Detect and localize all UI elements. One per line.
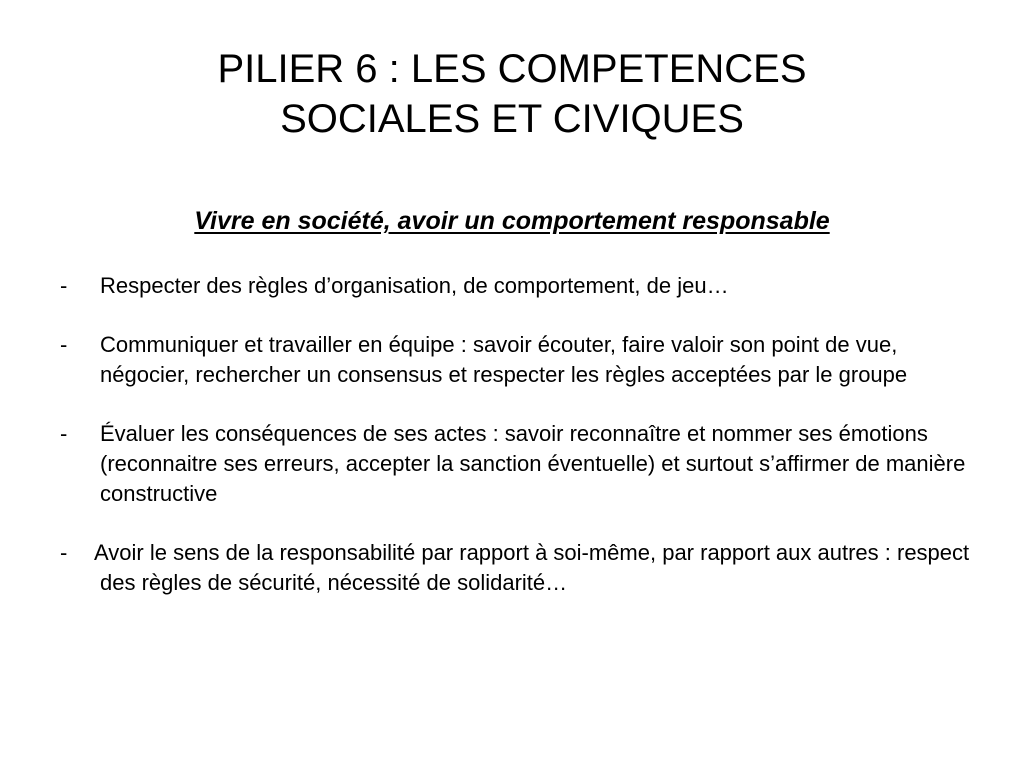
slide-title	[0, 44, 1024, 144]
slide-title-line-1: PILIER 6 : LES COMPETENCES	[217, 47, 807, 91]
bullet-marker: -	[60, 332, 68, 357]
bullet-item	[60, 271, 970, 301]
bullet-list	[60, 271, 970, 627]
bullet-marker: -	[60, 273, 68, 298]
bullet-text: Évaluer les conséquences de ses actes : savoir reconnaître et nommer ses émotions (reconnaitre ses erreurs, accepter la sanction éventuelle) et surtout s’affirmer de manière constructive	[100, 421, 966, 506]
bullet-text: Avoir le sens de la responsabilité par rapport à soi-même, par rapport aux autres : respect des règles de sécurité, nécessité de solidarité…	[94, 540, 970, 595]
slide-subtitle: Vivre en société, avoir un comportement responsable	[194, 207, 830, 235]
bullet-item	[60, 538, 970, 598]
bullet-marker: -	[60, 540, 68, 565]
bullet-text: Communiquer et travailler en équipe : savoir écouter, faire valoir son point de vue, négocier, rechercher un consensus et respecter les règles acceptées par le groupe	[100, 332, 908, 387]
slide-title-line-2: SOCIALES ET CIVIQUES	[280, 97, 744, 141]
bullet-marker: -	[60, 421, 68, 446]
bullet-text: Respecter des règles d’organisation, de comportement, de jeu…	[100, 273, 729, 298]
bullet-item	[60, 419, 970, 509]
bullet-item	[60, 330, 970, 390]
